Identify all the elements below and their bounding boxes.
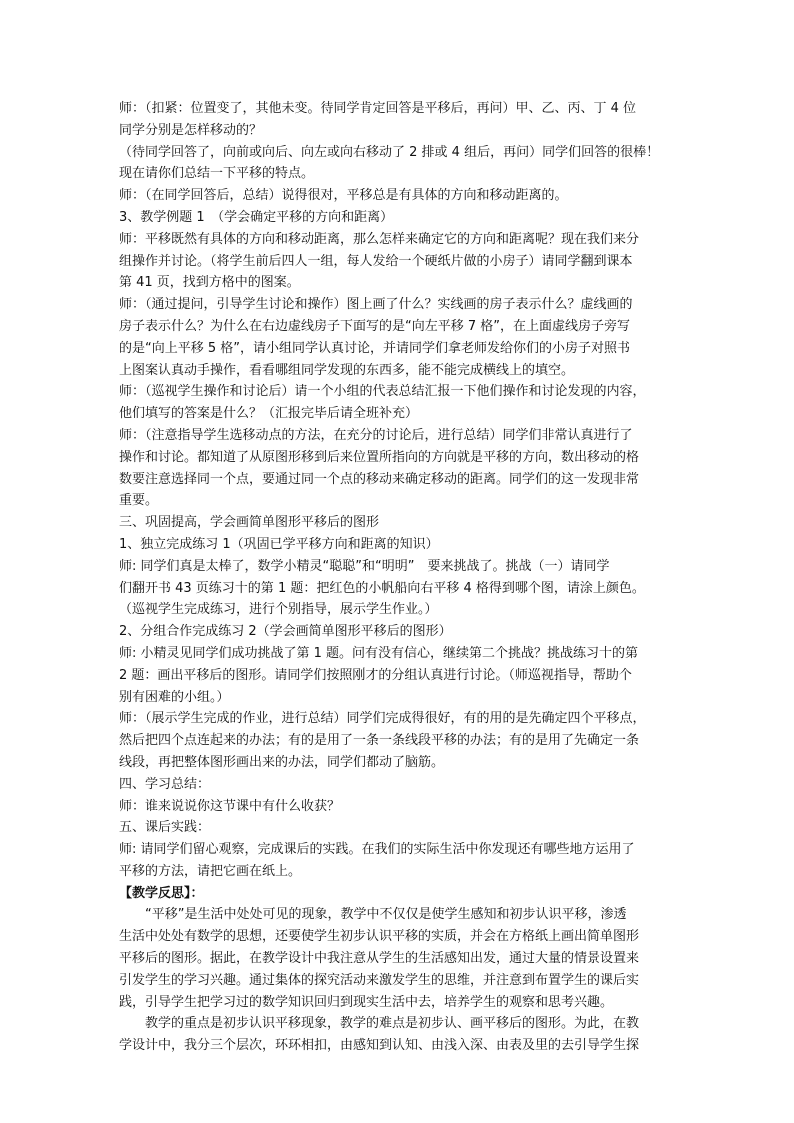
- text-line: 房子表示什么？为什么在右边虚线房子下面写的是“向左平移 7 格”，在上面虚线房子旁写: [119, 318, 631, 334]
- section-heading: 五、课后实践：: [119, 820, 211, 836]
- text-line: 师：（展示学生完成的作业，进行总结）同学们完成得很好，有的用的是先确定四个平移点，: [119, 711, 646, 727]
- text-line: 平移的方法，请把它画在纸上。: [119, 863, 302, 879]
- text-line: 同学分别是怎样移动的？: [119, 122, 263, 138]
- text-line: 操作和讨论。都知道了从原图形移到后来位置所指向的方向就是平移的方向，数出移动的格: [119, 449, 640, 465]
- section-heading: 三、巩固提高，学会画简单图形平移后的图形: [119, 515, 380, 531]
- text-line: 师：（巡视学生操作和讨论后）请一个小组的代表总结汇报一下他们操作和讨论发现的内容，: [119, 384, 646, 400]
- section-heading: 2、分组合作完成练习 2（学会画简单图形平移后的图形）: [119, 624, 452, 640]
- text-line: 2 题：画出平移后的图形。请同学们按照刚才的分组认真进行讨论。（师巡视指导，帮助个: [119, 667, 632, 683]
- text-line: 组操作并讨论。（将学生前后四人一组，每人发给一个硬纸片做的小房子）请同学翻到课本: [119, 253, 633, 269]
- text-line: 师：（注意指导学生选移动点的方法，在充分的讨论后，进行总结）同学们非常认真进行了: [119, 427, 633, 443]
- text-line: 师: 小精灵见同学们成功挑战了第 1 题。问有没有信心，继续第二个挑战？挑战练习十的第: [119, 645, 639, 661]
- text-line: 他们填写的答案是什么？（汇报完毕后请全班补充）: [119, 406, 419, 422]
- text-line: 然后把四个点连起来的办法；有的是用了一条一条线段平移的办法；有的是用了先确定一条: [119, 733, 640, 749]
- text-line: 教学的重点是初步认识平移现象，教学的难点是初步认、画平移后的图形。为此，在教: [145, 1016, 640, 1032]
- text-line: 上图案认真动手操作，看看哪组同学发现的东西多，能不能完成横线上的填空。: [119, 362, 575, 378]
- text-line: 师：谁来说说你这节课中有什么收获？: [119, 798, 341, 814]
- text-line: 师: 同学们真是太棒了，数学小精灵“聪聪”和“明明” 要来挑战了。挑战（一）请同学: [119, 558, 610, 574]
- text-line: （待同学回答了，向前或向后、向左或向右移动了 2 排或 4 组后，再问）同学们回答的很棒！: [119, 144, 660, 160]
- text-line: 别有困难的小组。）: [119, 689, 230, 705]
- text-line: 线段，再把整体图形画出来的办法，同学们都动了脑筋。: [119, 754, 445, 770]
- text-line: 践，引导学生把学习过的数学知识回归到现实生活中去，培养学生的观察和思考兴趣。: [119, 994, 614, 1010]
- text-line: 第 41 页，找到方格中的图案。: [119, 275, 300, 291]
- text-line: 学设计中，我分三个层次，环环相扣，由感知到认知、由浅入深、由表及里的去引导学生探: [119, 1038, 640, 1054]
- text-line: 平移后的图形。据此，在教学设计中我注意从学生的生活感知出发，通过大量的情景设置来: [119, 951, 640, 967]
- text-line: （巡视学生完成练习，进行个别指导，展示学生作业。）: [119, 602, 438, 618]
- reflection-heading: 【教学反思】：: [119, 885, 204, 901]
- section-heading: 1、独立完成练习 1（巩固已学平移方向和距离的知识）: [119, 536, 439, 552]
- text-line: 重要。: [119, 493, 159, 509]
- text-line: 生活中处处有数学的思想，还要使学生初步认识平移的实质，并会在方格纸上画出简单图形: [119, 929, 640, 945]
- section-heading: 3、教学例题 1 （学会确定平移的方向和距离）: [119, 209, 394, 225]
- text-line: 师：平移既然有具体的方向和移动距离，那么怎样来确定它的方向和距离呢？现在我们来分: [119, 231, 640, 247]
- document-page: [119, 98, 684, 1057]
- text-line: 师：（通过提问，引导学生讨论和操作）图上画了什么？实线画的房子表示什么？虚线画的: [119, 297, 633, 313]
- text-line: 引发学生的学习兴趣。通过集体的探究活动来激发学生的思维，并注意到布置学生的课后实: [119, 972, 640, 988]
- text-line: 师：（扣紧：位置变了，其他未变。待同学肯定回答是平移后，再问）甲、乙、丙、丁 4 位: [119, 101, 637, 116]
- text-line: 数要注意选择同一个点，要通过同一个点的移动来确定移动的距离。同学们的这一发现非常: [119, 471, 640, 487]
- text-line: 的是“向上平移 5 格”，请小组同学认真讨论，并请同学们拿老师发给你们的小房子对照书: [119, 340, 631, 356]
- text-line: 现在请你们总结一下平移的特点。: [119, 166, 315, 182]
- text-line: 师：（在同学回答后，总结）说得很对，平移总是有具体的方向和移动距离的。: [119, 188, 568, 204]
- text-line: “平移”是生活中处处可见的现象，教学中不仅仅是使学生感知和初步认识平移，渗透: [145, 907, 627, 923]
- section-heading: 四、学习总结：: [119, 776, 211, 792]
- text-line: 们翻开书 43 页练习十的第 1 题：把红色的小帆船向右平移 4 格得到哪个图，请涂上颜色。: [119, 580, 645, 596]
- text-line: 师: 请同学们留心观察，完成课后的实践。在我们的实际生活中你发现还有哪些地方运用了: [119, 842, 635, 858]
